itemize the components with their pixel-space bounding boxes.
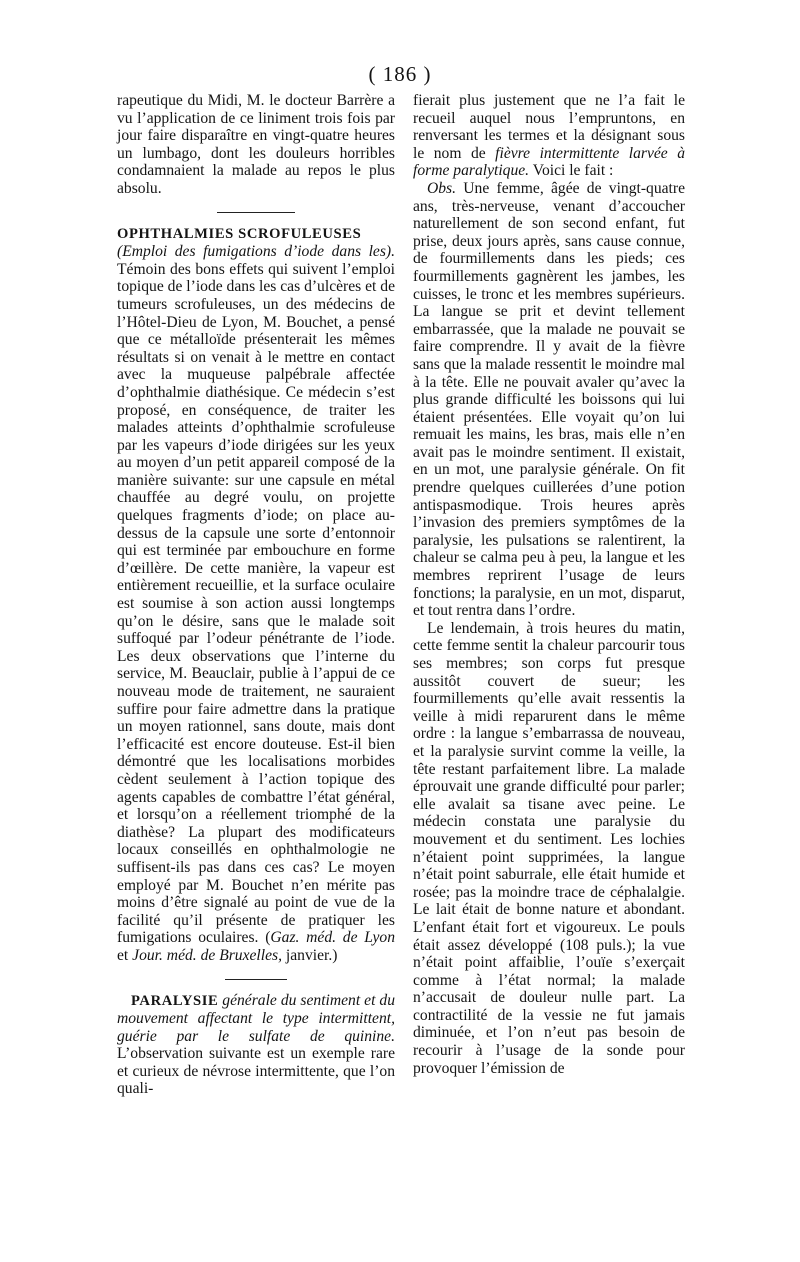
intro-paragraph: rapeutique du Midi, M. le docteur Barrère a vu l’application de ce liniment trois fois par jour faire disparaître en vingt-quatre heures un lumbago, dont les douleurs horribles condamnaient la malade au repos le plus absolu.	[117, 92, 395, 197]
citation-connector: et	[117, 946, 133, 964]
right-column	[413, 92, 685, 1077]
left-column	[117, 92, 395, 1098]
observation-text: Une femme, âgée de vingt-quatre ans, très-nerveuse, venant d’accoucher naturellement de son second enfant, fut prise, deux jours après, sans cause connue, de fourmillements dans les pieds; ces fourmillements gagnèrent les jambes, les cuisses, le tronc et les membres supérieurs. La langue se prit et devint tellement embarrassée, que la malade ne pouvait se faire comprendre. Il y avait de la fièvre sans que la malade ressentit le moindre mal à la tête. Elle ne pouvait avaler qu’avec la plus grande difficulté les boissons qui lui étaient présentées. Elle voyait qu’on lui remuait les mains, les bras, mais elle n’en avait pas le moindre sentiment. Il existait, en un mot, une paralysie générale. On fit prendre quelques cuillerées d’une potion antispasmodique. Trois heures après l’invasion des premiers symptômes de la paralysie, les pulsations se ralentirent, la chaleur se calma peu à peu, la langue et les membres reprirent l’usage de leurs fonctions; la paralysie, en un mot, disparut, et tout rentra dans l’ordre.	[413, 179, 685, 620]
citation-date: janvier.)	[282, 946, 338, 964]
ophthalmies-text: Témoin des bons effets qui suivent l’emploi topique de l’iode dans les cas d’ulcères et de tumeurs scrofuleuses, un des médecins de l’Hôtel-Dieu de Lyon, M. Bouchet, a pensé que ce métalloïde présenterait les mêmes résultats si on venait à le mettre en contact avec la muqueuse palpébrale affectée d’ophthalmie diathésique. Ce médecin s’est proposé, en conséquence, de traiter les malades atteints d’ophthalmie scrofuleuse par les vapeurs d’iode dirigées sur les yeux au moyen d’un petit appareil composé de la manière suivante: sur une capsule en métal chauffée au degré voulu, on projette quelques fragments d’iode; on place au-dessus de la capsule une sorte d’entonnoir qui est terminée par embouchure en forme d’œillère. De cette manière, la vapeur est entièrement recueillie, et la surface oculaire est soumise à son action aussi longtemps qu’on le désire, sans que le malade soit suffoqué par l’odeur pénétrante de l’iode. Les deux observations que l’interne du service, M. Beauclair, publie à l’appui de ce nouveau mode de traitement, ne sauraient suffire pour faire admettre dans la pratique un moyen rationnel, sans doute, mais dont l’efficacité est encore douteuse. Est-il bien démontré que les localisations morbides cèdent seulement à l’action topique des agents capables de combattre l’état général, et lorsqu’on a réellement triomphé de la diathèse? La plupart des modificateurs locaux conseillés en ophthalmologie ne suffisent-ils pas dans ces cas? Le moyen employé par M. Bouchet n’en mérite pas moins d’être signalé au point de vue de la facilité qu’il présente de pratiquer les fumigations oculaires. (	[117, 260, 395, 947]
ophthalmies-paragraph	[117, 225, 395, 965]
next-day-paragraph: Le lendemain, à trois heures du matin, cette femme sentit la chaleur parcourir tous ses membres; son corps fut presque aussitôt couvert de sueur; les fourmillements qu’elle avait ressentis la veille à midi reparurent dans le même ordre : la langue s’embarrassa de nouveau, et la paralysie survint comme la veille, la tête restant parfaitement libre. La malade éprouvait une grande difficulté pour parler; elle avalait sa tisane avec peine. Le médecin constata une paralysie du mouvement et du sentiment. Les lochies n’étaient point supprimées, la langue n’était point saburrale, elle était humide et rosée; pas la moindre trace de céphalalgie. Le lait était de bonne nature et abondant. L’enfant était fort et vigoureux. Le pouls était assez développé (108 puls.); la vue n’était point affaiblie, l’ouïe s’exerçait comme à l’état normal; la malade n’accusait de douleur nulle part. La contractilité de la vessie ne fut jamais diminuée, et l’on n’eut pas besoin de recourir à l’usage de la sonde pour provoquer l’émission de	[413, 619, 685, 1077]
section-subtitle-paralysie: générale du sentiment et du mouvement affectant le type intermittent, guérie par le sulfate de quinine.	[117, 991, 395, 1045]
observation-paragraph	[413, 180, 685, 620]
intro-right-paragraph	[413, 92, 685, 180]
section-subtitle-ophthalmies: (Emploi des fumigations d’iode dans les).	[117, 243, 395, 261]
section-heading-ophthalmies: OPHTHALMIES SCROFULEUSES	[117, 225, 362, 242]
paralysie-text: L’observation suivante est un exemple rare et curieux de névrose intermittente, que l’on quali-	[117, 1045, 395, 1098]
citation-jour-med: Jour. méd. de Bruxelles,	[132, 946, 282, 964]
section-divider	[217, 212, 295, 213]
intro-right-end: Voici le fait :	[529, 162, 614, 180]
obs-label: Obs.	[427, 179, 457, 197]
paralysie-paragraph	[117, 992, 395, 1099]
diagnosis-term: fièvre intermittente larvée à forme paralytique.	[413, 144, 685, 180]
citation-gaz-med: Gaz. méd. de Lyon	[270, 929, 395, 947]
intro-right-text: fierait plus justement que ne l’a fait le recueil auquel nous l’empruntons, en renversant les termes et la désignant sous le nom de	[413, 92, 685, 162]
page-number: ( 186 )	[368, 62, 432, 86]
section-heading-paralysie: PARALYSIE	[131, 992, 219, 1009]
section-divider	[225, 979, 287, 980]
